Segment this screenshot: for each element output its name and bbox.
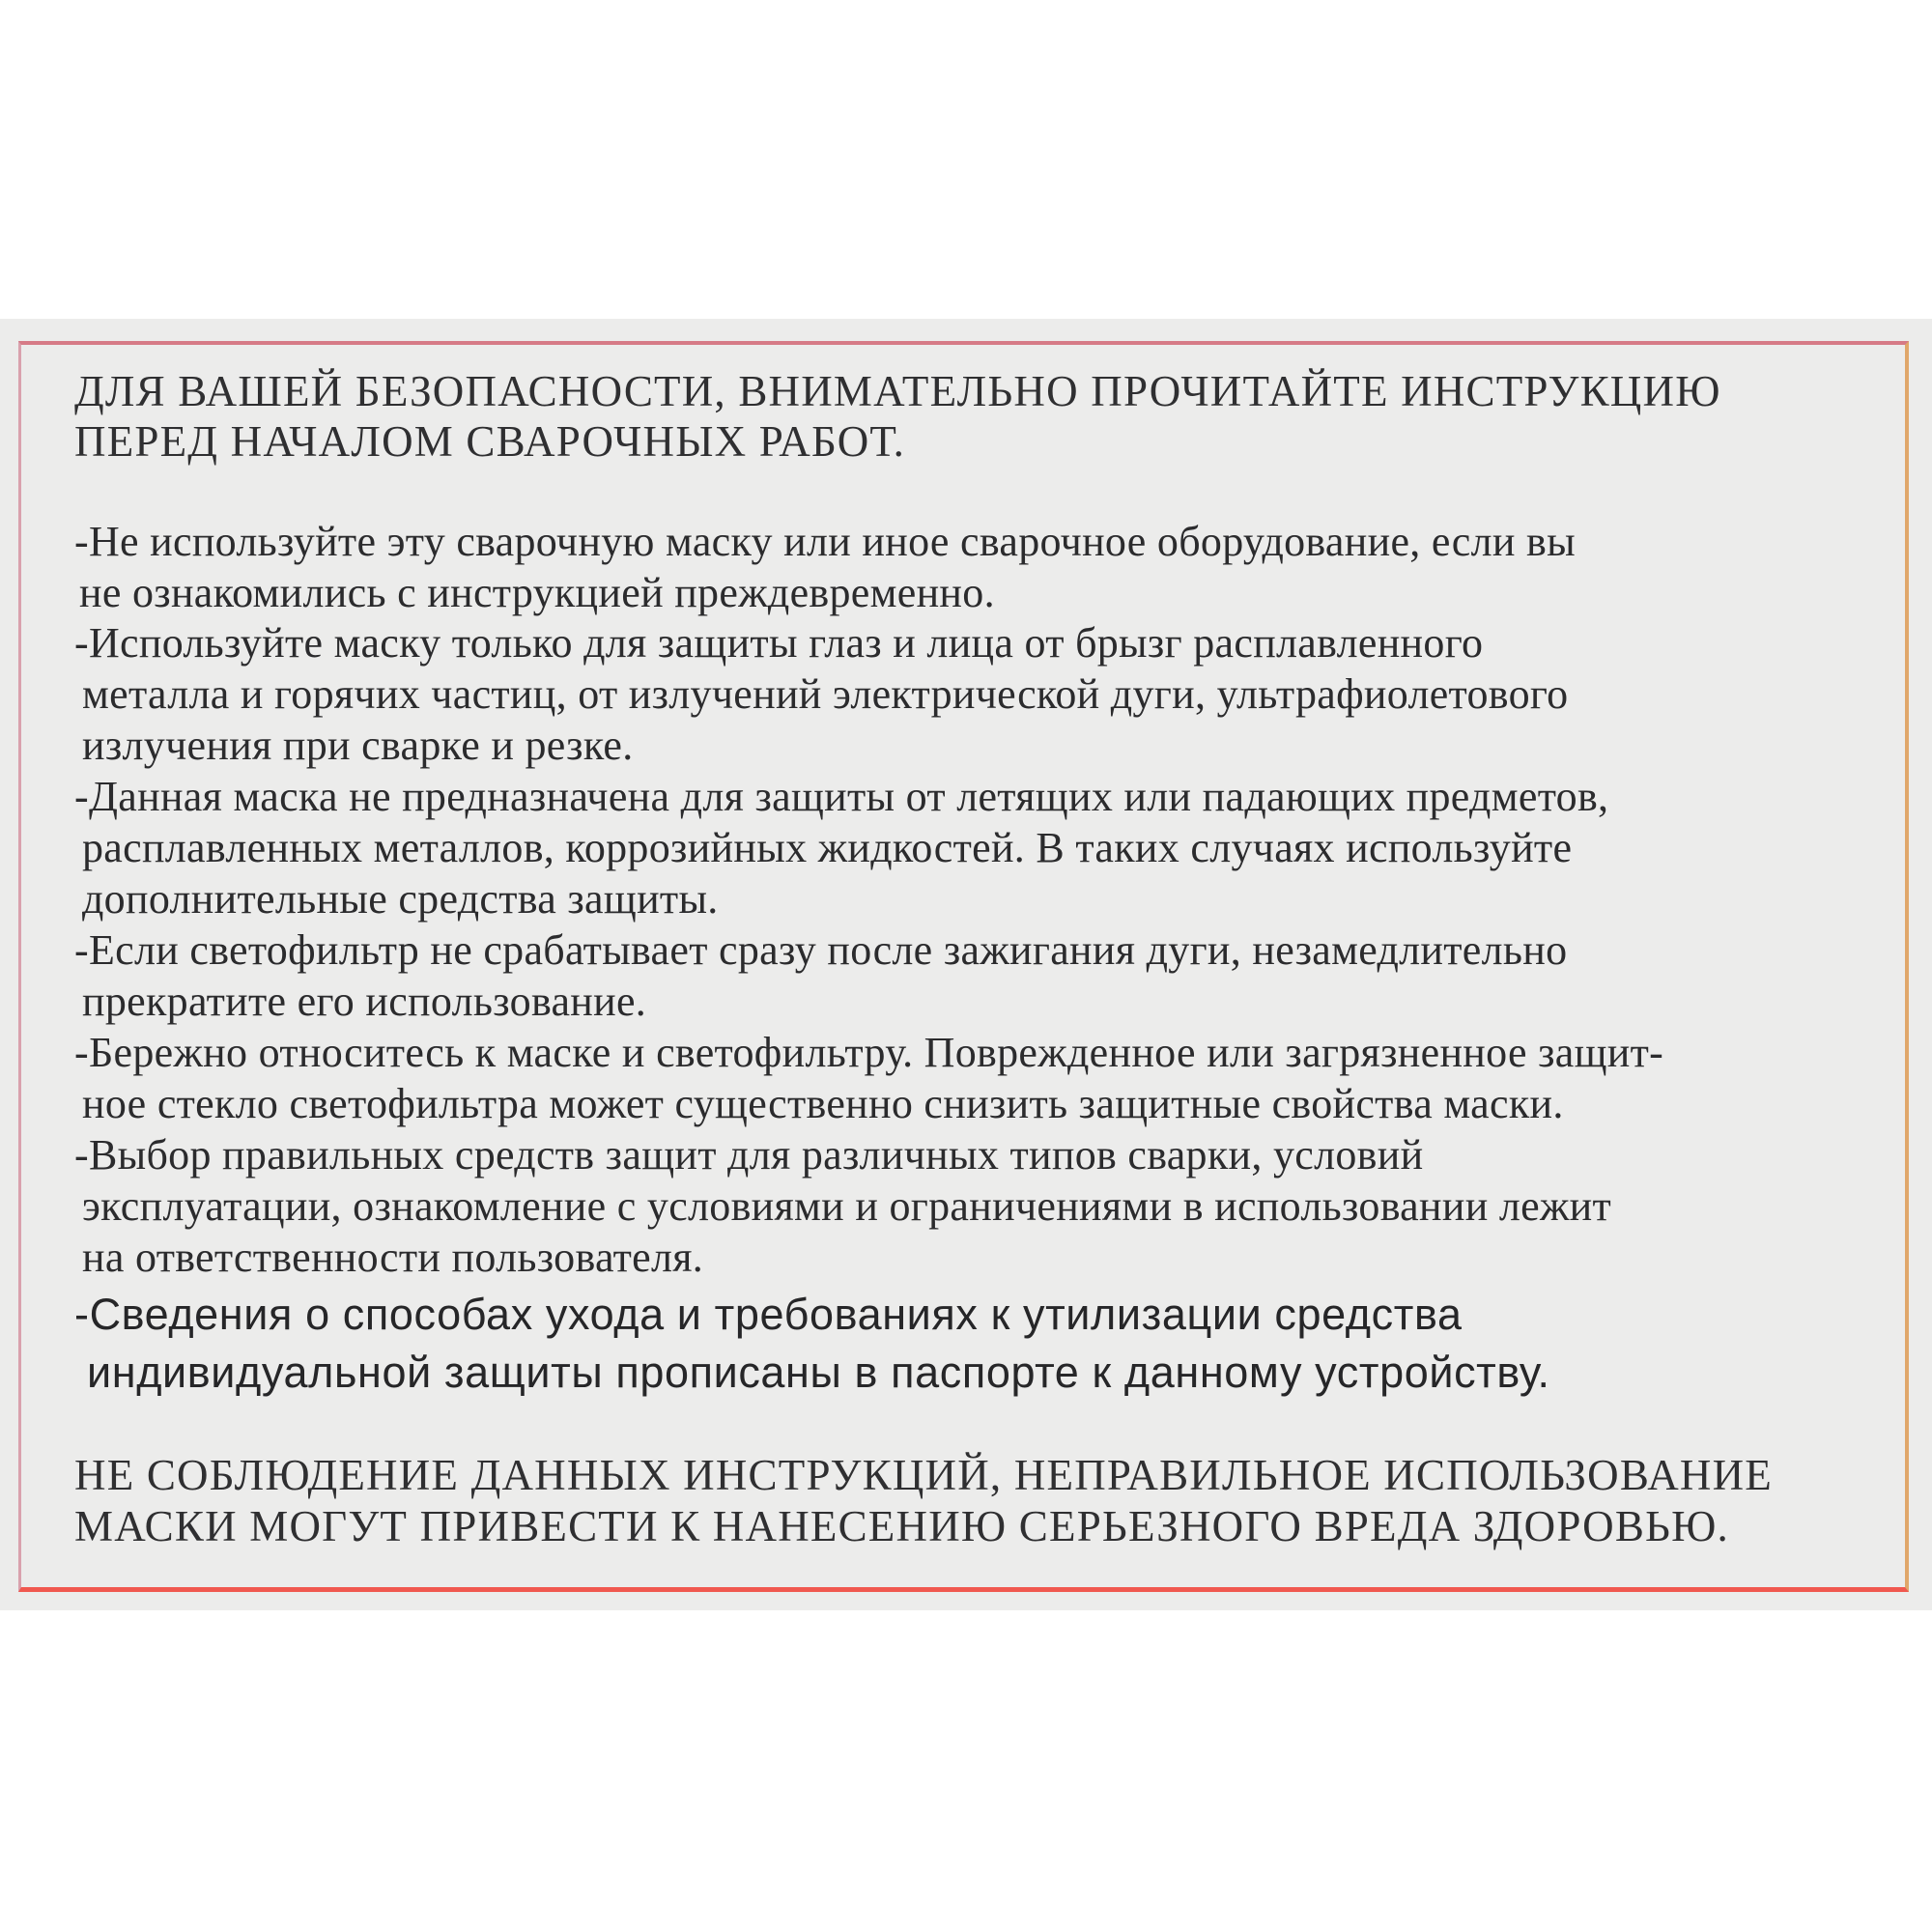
instruction-item-line: -Если светофильтр не срабатывает сразу после зажигания дуги, незамедлительно [74,926,1568,974]
instruction-item-line: дополнительные средства защиты. [82,875,719,923]
instruction-item-line: -Бережно относитесь к маске и светофильтру. Поврежденное или загрязненное защит- [74,1029,1664,1076]
instruction-item-line: на ответственности пользователя. [82,1234,704,1281]
instruction-item-line: расплавленных металлов, коррозийных жидкостей. В таких случаях используйте [82,824,1573,871]
instruction-item-line: не ознакомились с инструкцией преждевременно. [79,569,995,616]
instruction-item-line: -Сведения о способах ухода и требованиях к утилизации средства [74,1290,1463,1339]
instruction-item-line: металла и горячих частиц, от излучений электрической дуги, ультрафиолетового [82,670,1569,718]
instruction-item-line: эксплуатации, ознакомление с условиями и ограничениями в использовании лежит [82,1182,1612,1230]
instruction-item-line: -Используйте маску только для защиты глаз и лица от брызг расплавленного [74,619,1484,667]
instruction-item-line: ное стекло светофильтра может существенно снизить защитные свойства маски. [82,1080,1564,1127]
instruction-item-line: -Не используйте эту сварочную маску или иное сварочное оборудование, если вы [74,518,1576,565]
instruction-item-line: прекратите его использование. [82,978,647,1025]
heading-line: ДЛЯ ВАШЕЙ БЕЗОПАСНОСТИ, ВНИМАТЕЛЬНО ПРОЧИТАЙТЕ ИНСТРУКЦИЮ [74,367,1721,415]
warning-line: МАСКИ МОГУТ ПРИВЕСТИ К НАНЕСЕНИЮ СЕРЬЕЗНОГО ВРЕДА ЗДОРОВЬЮ. [74,1502,1729,1550]
warning-line: НЕ СОБЛЮДЕНИЕ ДАННЫХ ИНСТРУКЦИЙ, НЕПРАВИЛЬНОЕ ИСПОЛЬЗОВАНИЕ [74,1451,1773,1499]
card-border-frame [18,341,1909,1592]
heading-line: ПЕРЕД НАЧАЛОМ СВАРОЧНЫХ РАБОТ. [74,417,906,466]
instruction-item-line: -Данная маска не предназначена для защиты от летящих или падающих предметов, [74,773,1609,820]
instruction-item-line: индивидуальной защиты прописаны в паспорте к данному устройству. [87,1348,1550,1397]
instruction-item-line: -Выбор правильных средств защит для различных типов сварки, условий [74,1131,1424,1179]
instruction-card-photo [0,319,1932,1610]
instruction-item-line: излучения при сварке и резке. [82,722,634,769]
